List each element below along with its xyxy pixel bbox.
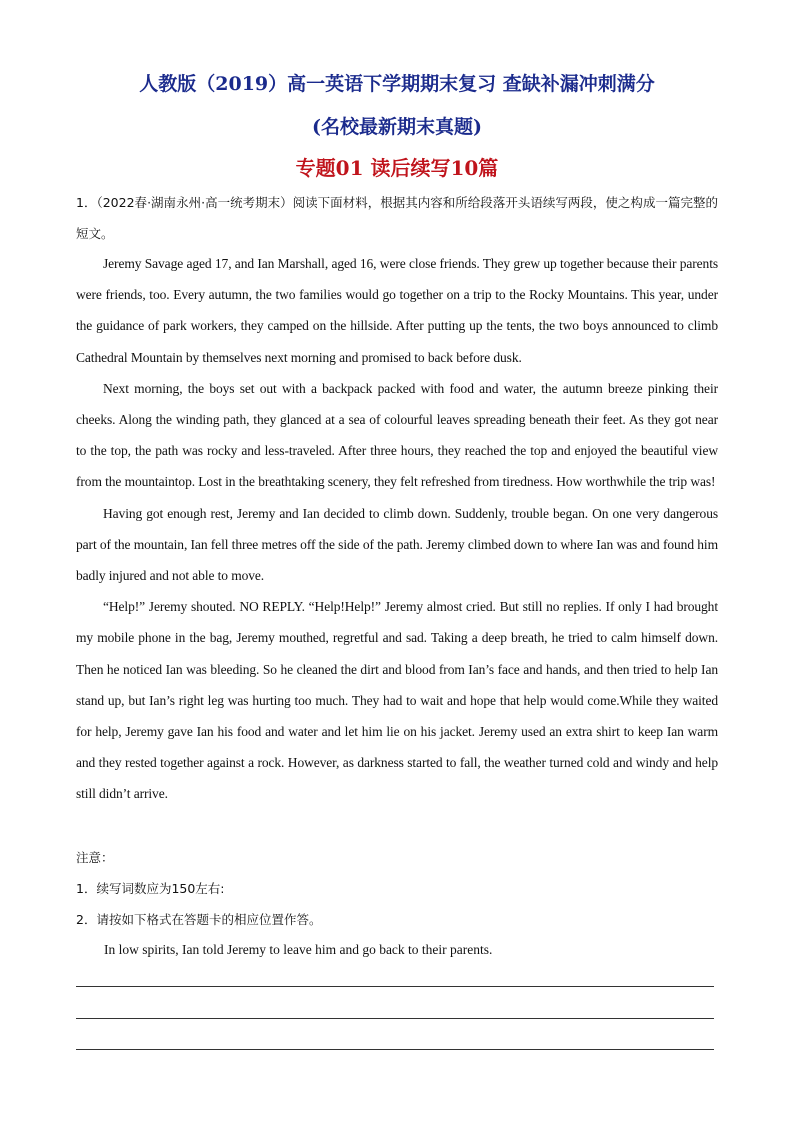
document-subtitle: (名校最新期末真题) (312, 116, 482, 138)
topic-heading: 专题01 读后续写10篇 (295, 156, 499, 180)
continuation-starter: In low spirits, Ian told Jeremy to leave him and go back to their parents. (104, 942, 493, 957)
question-intro: 1．（2022春·湖南永州·高一统考期末）阅读下面材料，根据其内容和所给段落开头语续写两段，使之构成一篇完整的短文。 (76, 195, 718, 242)
notes-item-2: 2．请按如下格式在答题卡的相应位置作答。 (76, 912, 322, 928)
answer-line[interactable] (76, 986, 714, 987)
reading-passage (76, 248, 718, 810)
document-title: 人教版（2019）高一英语下学期期末复习 查缺补漏冲刺满分 (139, 73, 655, 95)
answer-line[interactable] (76, 1018, 714, 1019)
passage-paragraph-1: Jeremy Savage aged 17, and Ian Marshall, aged 16, were close friends. They grew up together because their parents were friends, too. Every autumn, the two families would go together on a trip to the Rocky Mountains. This year, under the guidance of park workers, they camped on the hillside. After putting up the tents, the two boys announced to climb Cathedral Mountain by themselves next morning and promised to back before dusk. (76, 256, 718, 365)
notes-item-1: 1．续写词数应为150左右: (76, 881, 225, 897)
notes-section (76, 842, 718, 936)
passage-paragraph-3: Having got enough rest, Jeremy and Ian decided to climb down. Suddenly, trouble began. On one very dangerous part of the mountain, Ian fell three metres off the side of the path. Jeremy climbed down to where Ian was and found him badly injured and not able to move. (76, 505, 718, 584)
passage-paragraph-4: “Help!” Jeremy shouted. NO REPLY. “Help!Help!” Jeremy almost cried. But still no replies. If only I had brought my mobile phone in the bag, Jeremy mouthed, regretful and sad. Taking a deep breath, he tried to calm himself down. Then he noticed Ian was bleeding. So he cleaned the dirt and blood from Ian’s face and hands, and then tried to help Ian stand up, but Ian’s right leg was hurting too much. They had to wait and hope that help would come.While they waited for help, Jeremy gave Ian his food and water and let him lie on his jacket. Jeremy used an extra shirt to keep Ian warm and they rested together against a rock. However, as darkness started to fall, the weather turned cold and windy and help still didn’t arrive. (76, 599, 718, 802)
passage-paragraph-2: Next morning, the boys set out with a backpack packed with food and water, the autumn breeze pinking their cheeks. Along the winding path, they glanced at a sea of colourful leaves spreading beneath their feet. As they got near to the top, the path was rocky and less-traveled. After three hours, they reached the top and enjoyed the beautiful view from the mountaintop. Lost in the breathtaking scenery, they felt refreshed from tiredness. How worthwhile the trip was! (76, 380, 718, 490)
answer-line[interactable] (76, 1049, 714, 1050)
notes-heading: 注意： (76, 850, 114, 865)
